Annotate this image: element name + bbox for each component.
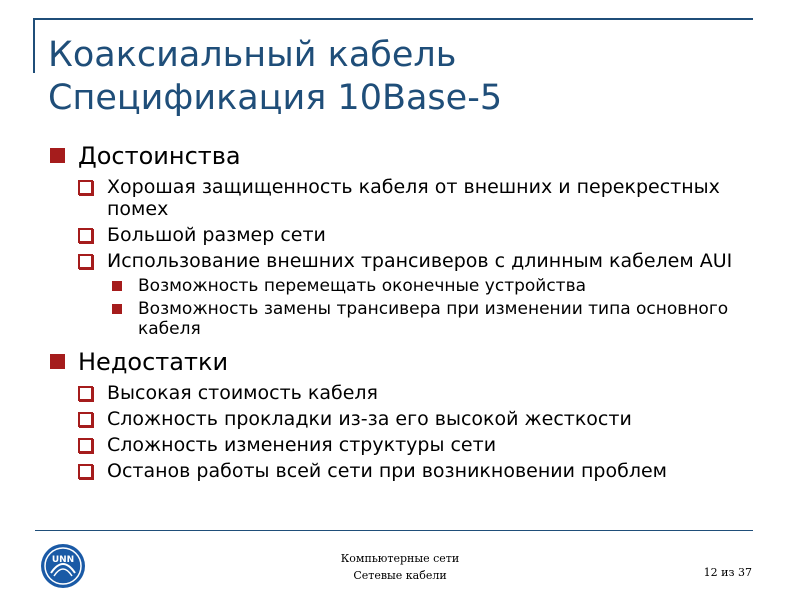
title-line-2: Спецификация 10Base-5: [48, 78, 503, 118]
checkbox-bullet-icon: [78, 412, 93, 427]
top-rule: [35, 18, 753, 20]
list-item: Сложность прокладки из-за его высокой жесткости: [78, 408, 768, 430]
footer-rule: [35, 530, 753, 531]
left-rule: [33, 18, 35, 73]
university-logo-icon: [40, 543, 86, 589]
list-item: Использование внешних трансиверов с длинным кабелем AUI: [78, 250, 768, 272]
square-bullet-icon: [50, 148, 65, 163]
list-item: Сложность изменения структуры сети: [78, 434, 768, 456]
list-item: Большой размер сети: [78, 224, 768, 246]
list-item: Хорошая защищенность кабеля от внешних и перекрестных помех: [78, 176, 768, 220]
page-number: 12 из 37: [703, 566, 752, 579]
slide-content: [48, 142, 768, 486]
list-item: Высокая стоимость кабеля: [78, 382, 768, 404]
footer-caption: [300, 550, 500, 584]
checkbox-bullet-icon: [78, 228, 93, 243]
square-bullet-icon: [50, 354, 65, 369]
small-square-bullet-icon: [112, 281, 122, 291]
title-line-1: Коаксиальный кабель: [48, 35, 457, 75]
checkbox-bullet-icon: [78, 464, 93, 479]
footer-section: Сетевые кабели: [353, 569, 447, 582]
checkbox-bullet-icon: [78, 386, 93, 401]
list-item: Останов работы всей сети при возникновении проблем: [78, 460, 768, 482]
small-square-bullet-icon: [112, 304, 122, 314]
advantages-heading: Достоинства: [48, 142, 768, 170]
slide-title: [48, 34, 768, 120]
checkbox-bullet-icon: [78, 180, 93, 195]
footer-course: Компьютерные сети: [340, 552, 460, 565]
checkbox-bullet-icon: [78, 254, 93, 269]
logo-text: UNN: [51, 555, 75, 565]
sub-list-item: Возможность перемещать оконечные устройства: [107, 276, 768, 296]
disadvantages-heading: Недостатки: [48, 348, 768, 376]
checkbox-bullet-icon: [78, 438, 93, 453]
sub-list-item: Возможность замены трансивера при изменении типа основного кабеля: [107, 299, 768, 339]
